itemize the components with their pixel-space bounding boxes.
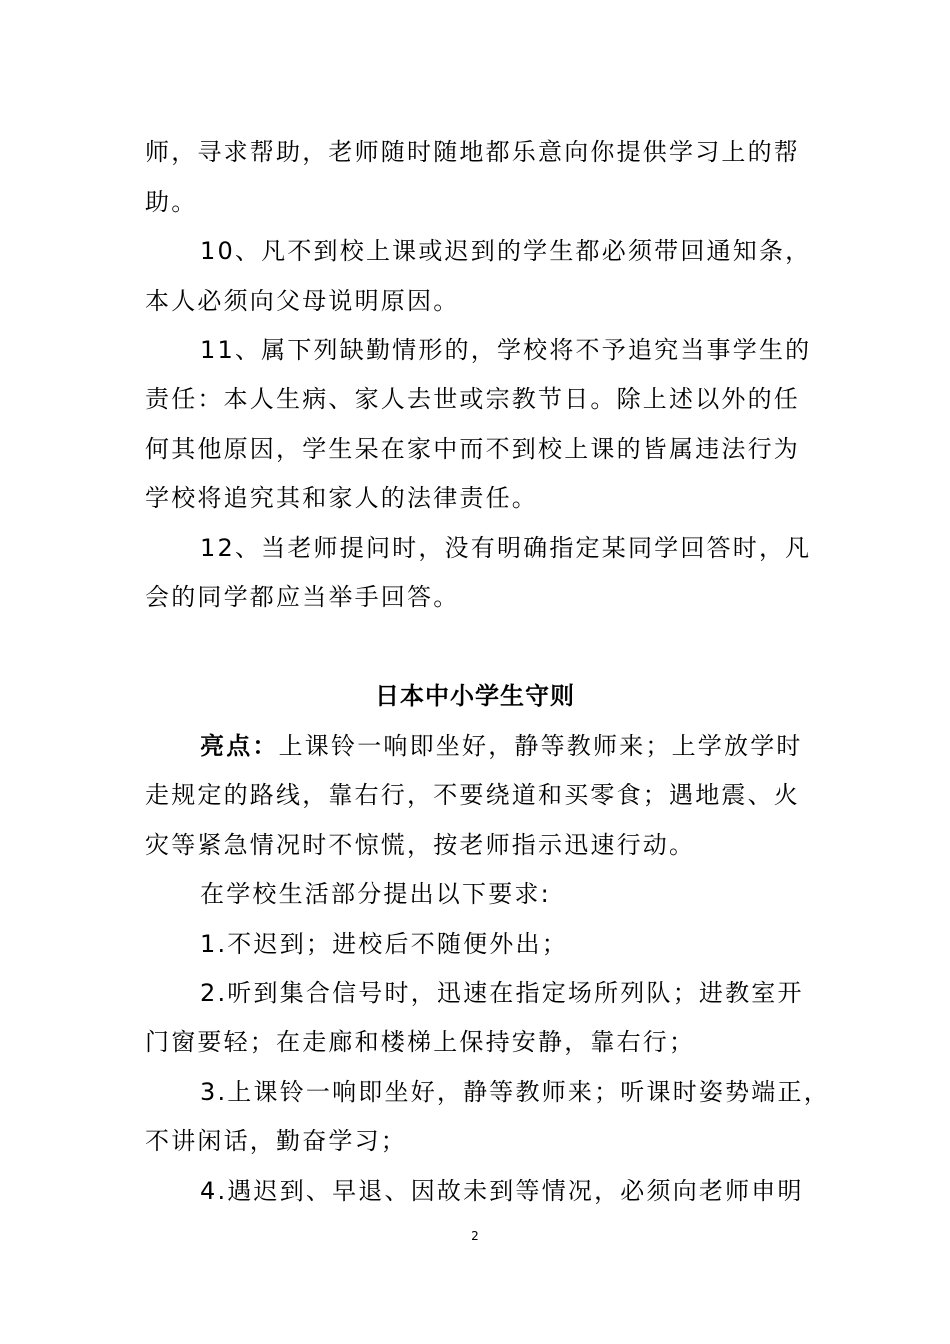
text-line: 本人必须向父母说明原因。 <box>145 287 460 315</box>
text-line: 3.上课铃一响即坐好，静等教师来；听课时姿势端正， <box>200 1078 830 1106</box>
section-title: 日本中小学生守则 <box>375 682 575 710</box>
text-line: 灾等紧急情况时不惊慌，按老师指示迅速行动。 <box>145 831 696 859</box>
highlight-text: 上课铃一响即坐好，静等教师来；上学放学时 <box>278 732 803 760</box>
text-line: 门窗要轻；在走廊和楼梯上保持安静，靠右行； <box>145 1028 696 1056</box>
text-line: 4.遇迟到、早退、因故未到等情况，必须向老师申明 <box>200 1177 804 1205</box>
text-line: 助。 <box>145 188 198 216</box>
page-number: 2 <box>471 1229 479 1243</box>
text-line: 在学校生活部分提出以下要求: <box>200 880 551 908</box>
highlight-label: 亮点： <box>200 732 279 760</box>
text-line: 学校将追究其和家人的法律责任。 <box>145 484 538 512</box>
text-line: 何其他原因，学生呆在家中而不到校上课的皆属违法行为 <box>145 435 800 463</box>
text-line: 11、属下列缺勤情形的，学校将不予追究当事学生的 <box>200 336 812 364</box>
text-line: 不讲闲话，勤奋学习； <box>145 1127 407 1155</box>
text-line: 责任：本人生病、家人去世或宗教节日。除上述以外的任 <box>145 385 800 413</box>
highlight-paragraph <box>200 731 803 761</box>
text-line: 会的同学都应当举手回答。 <box>145 583 460 611</box>
text-line: 走规定的路线，靠右行，不要绕道和买零食；遇地震、火 <box>145 781 800 809</box>
text-line: 师，寻求帮助，老师随时随地都乐意向你提供学习上的帮 <box>145 138 800 166</box>
text-line: 10、凡不到校上课或迟到的学生都必须带回通知条， <box>200 237 812 265</box>
text-line: 12、当老师提问时，没有明确指定某同学回答时，凡 <box>200 534 812 562</box>
text-line: 2.听到集合信号时，迅速在指定场所列队；进教室开 <box>200 979 804 1007</box>
text-line: 1.不迟到；进校后不随便外出； <box>200 930 568 958</box>
